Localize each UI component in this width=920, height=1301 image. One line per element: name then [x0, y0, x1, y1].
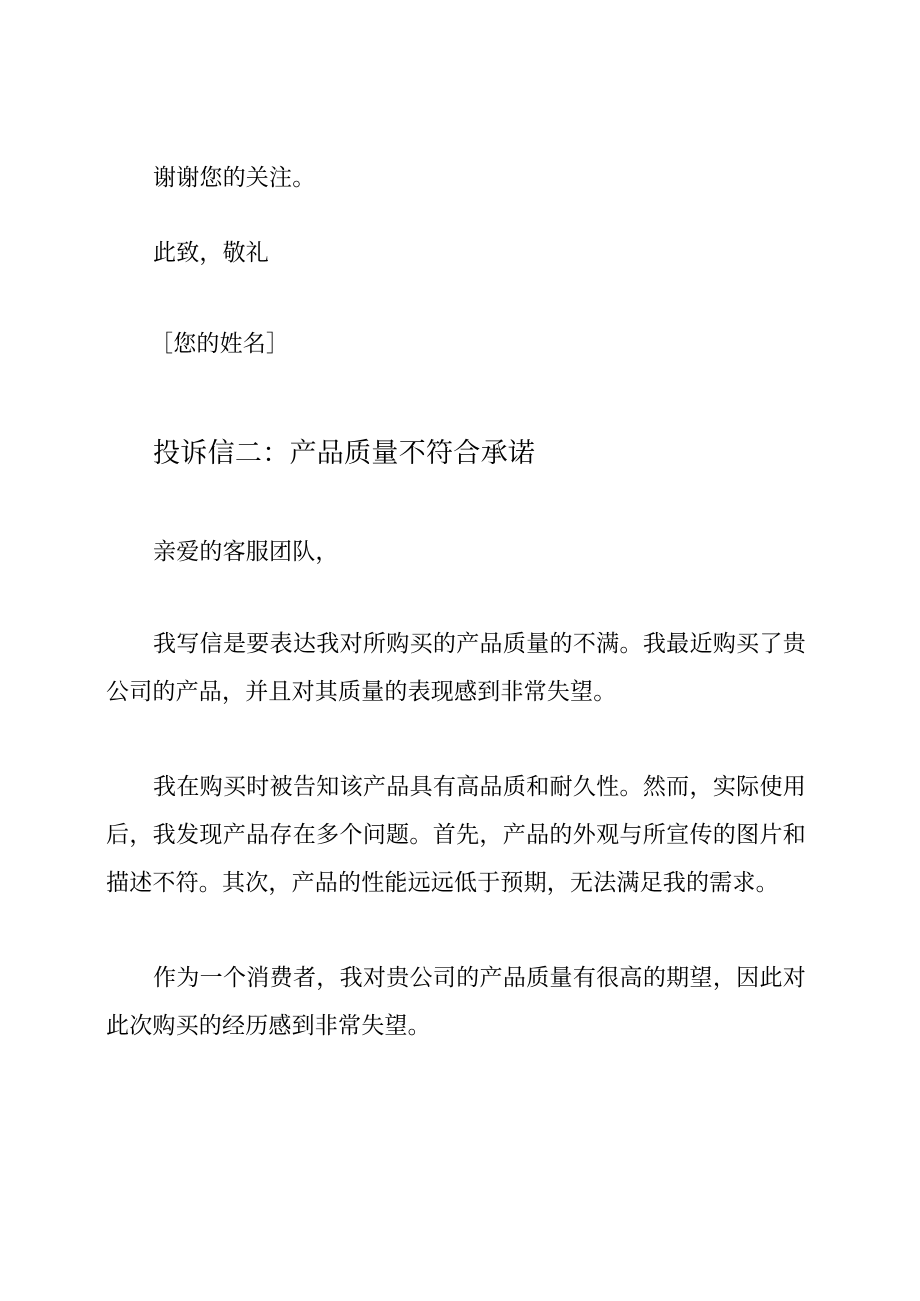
paragraph-3-line-1: 作为一个消费者，我对贵公司的产品质量有很高的期望，因此对 [153, 965, 806, 991]
thanks-line: 谢谢您的关注。 [153, 165, 316, 191]
paragraph-3-line-2: 此次购买的经历感到非常失望。 [106, 1013, 431, 1039]
closing-line: 此致，敬礼 [153, 240, 269, 266]
paragraph-2-line-2: 后，我发现产品存在多个问题。首先，产品的外观与所宣传的图片和 [106, 822, 806, 848]
paragraph-2-line-3: 描述不符。其次，产品的性能远远低于预期，无法满足我的需求。 [106, 870, 779, 896]
signature-placeholder: ［您的姓名］ [150, 331, 290, 357]
paragraph-1-line-1: 我写信是要表达我对所购买的产品质量的不满。我最近购买了贵 [153, 631, 806, 657]
paragraph-2-line-1: 我在购买时被告知该产品具有高品质和耐久性。然而，实际使用 [153, 774, 806, 800]
letter-two-heading: 投诉信二：产品质量不符合承诺 [153, 438, 536, 469]
salutation-line: 亲爱的客服团队， [153, 539, 339, 565]
paragraph-1-line-2: 公司的产品，并且对其质量的表现感到非常失望。 [106, 679, 617, 705]
